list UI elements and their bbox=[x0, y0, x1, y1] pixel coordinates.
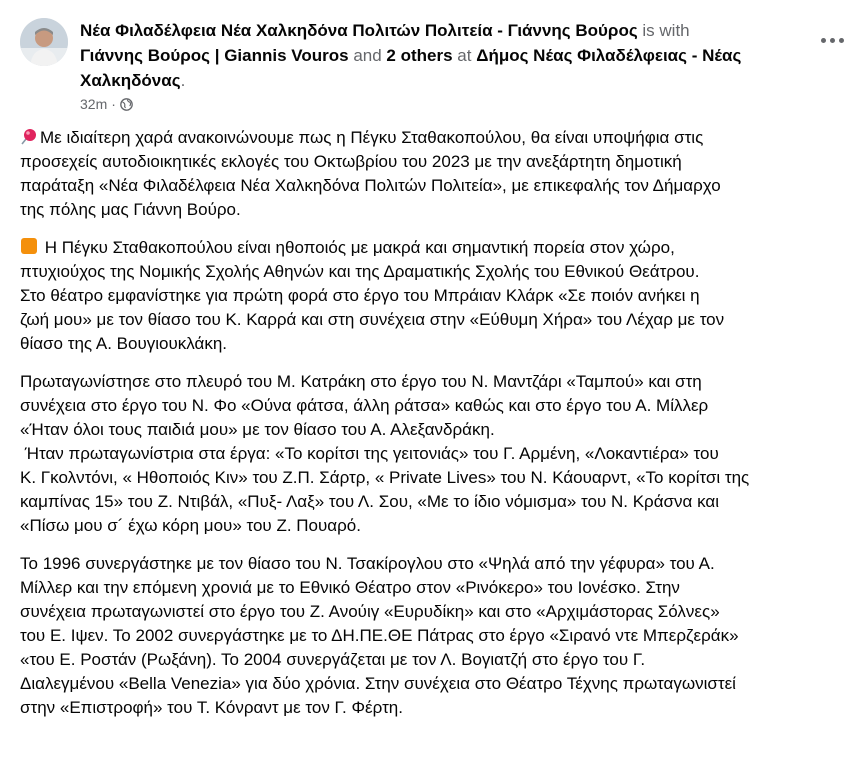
tagged-person-link[interactable]: Γιάννης Βούρος | Giannis Vouros bbox=[80, 46, 349, 65]
paragraph-3 bbox=[20, 370, 856, 538]
and-text: and bbox=[353, 46, 382, 65]
text-line: συνέχεια πρωταγωνιστεί στο έργο του Ζ. Ανούιγ «Ευρυδίκη» και στο «Αρχιμάστορας Σόλνες» bbox=[20, 602, 720, 621]
text-line: «του Ε. Ροστάν (Ρωξάνη). Το 2004 συνεργάζεται με τον Λ. Βογιατζή στο έργο του Γ. bbox=[20, 650, 646, 669]
location-link-part1[interactable]: Δήμος Νέας Φιλαδέλφειας - Νέας bbox=[476, 46, 742, 65]
round-pushpin-icon bbox=[20, 127, 38, 145]
text-line: θίασο της Α. Βουγιουκλάκη. bbox=[20, 334, 228, 353]
text-line: Ήταν πρωταγωνίστρια στα έργα: «Το κορίτσι της γειτονιάς» του Γ. Αρμένη, «Λοκαντιέρα» του bbox=[20, 444, 719, 463]
text-line: παράταξη «Νέα Φιλαδέλφεια Νέα Χαλκηδόνα Πολιτών Πολιτεία», με επικεφαλής τον Δήμαρχο bbox=[20, 176, 721, 195]
orange-square-icon bbox=[20, 237, 38, 255]
globe-icon[interactable] bbox=[120, 98, 133, 111]
paragraph-4 bbox=[20, 552, 856, 720]
more-options-icon bbox=[830, 38, 835, 43]
paragraph-2 bbox=[20, 236, 856, 356]
text-line: Το 1996 συνεργάστηκε με τον θίασο του Ν. Τσακίρογλου στο «Ψηλά από την γέφυρα» του Α. bbox=[20, 554, 715, 573]
post-timestamp[interactable]: 32m bbox=[80, 96, 108, 112]
text-line: Με ιδιαίτερη χαρά ανακοινώνουμε πως η Πέγκυ Σταθακοπούλου, θα είναι υποψήφια στις bbox=[20, 126, 856, 150]
text-line: ζωή μου» με τον θίασο του Κ. Καρρά και στη συνέχεια στην «Εύθυμη Χήρα» του Λέχαρ με τον bbox=[20, 310, 725, 329]
is-with-text: is with bbox=[642, 21, 690, 40]
text-line: της πόλης μας Γιάννη Βούρο. bbox=[20, 200, 241, 219]
text-line: Κ. Γκολντόνι, « Ηθοποιός Κιν» του Ζ.Π. Σάρτρ, « Private Lives» του Ν. Κάουαρντ, «Το κορίτσι της bbox=[20, 468, 750, 487]
text-line: «Πίσω μου σ´ έχω κόρη μου» του Ζ. Πουαρό. bbox=[20, 516, 361, 535]
text-line: Μίλλερ και την επόμενη χρονιά με το Εθνικό Θέατρο στον «Ρινόκερο» του Ιονέσκο. Στην bbox=[20, 578, 680, 597]
more-options-icon bbox=[839, 38, 844, 43]
text-line: συνέχεια στο έργο του Ν. Φο «Ούνα φάτσα, άλλη ράτσα» καθώς και στο έργο του Α. Μίλλερ bbox=[20, 396, 709, 415]
text-line: καμπίνας 15» του Ζ. Ντιβάλ, «Πυξ- Λαξ» του Λ. Σου, «Με το ίδιο νόμισμα» του Ν. Κράσνα και bbox=[20, 492, 719, 511]
page-name-link[interactable]: Νέα Φιλαδέλφεια Νέα Χαλκηδόνα Πολιτών Πολιτεία - Γιάννης Βούρος bbox=[80, 21, 638, 40]
paragraph-1 bbox=[20, 126, 856, 222]
at-text: at bbox=[457, 46, 472, 65]
post-header-text bbox=[80, 18, 820, 93]
text-line: προσεχείς αυτοδιοικητικές εκλογές του Οκτωβρίου του 2023 με την ανεξάρτητη δημοτική bbox=[20, 152, 682, 171]
text-line: Πρωταγωνίστησε στο πλευρό του Μ. Κατράκη στο έργο του Ν. Μαντζάρι «Ταμπού» και στη bbox=[20, 372, 702, 391]
more-options-icon bbox=[821, 38, 826, 43]
text-line: Η Πέγκυ Σταθακοπούλου είναι ηθοποιός με μακρά και σημαντική πορεία στον χώρο, bbox=[20, 236, 856, 260]
text-line: πτυχιούχος της Νομικής Σχολής Αθηνών και της Δραματικής Σχολής του Εθνικού Θεάτρου. bbox=[20, 262, 700, 281]
meta-separator: · bbox=[111, 96, 116, 112]
text-line: στην «Επιστροφή» του Τ. Κόνραντ με τον Γ. Φέρτη. bbox=[20, 698, 403, 717]
text-line: Στο θέατρο εμφανίστηκε για πρώτη φορά στο έργο του Μπράιαν Κλάρκ «Σε ποιόν ανήκει η bbox=[20, 286, 700, 305]
text-line: του Ε. Ιψεν. Το 2002 συνεργάστηκε με το ΔΗ.ΠΕ.ΘΕ Πάτρας στο έργο «Σιρανό ντε Μπερζεράκ» bbox=[20, 626, 739, 645]
location-link-part2[interactable]: Χαλκηδόνας bbox=[80, 71, 181, 90]
avatar-image bbox=[20, 18, 68, 66]
header-period: . bbox=[180, 71, 186, 90]
more-options-button[interactable] bbox=[814, 28, 850, 52]
post-meta bbox=[80, 96, 133, 112]
text-line: Διαλεγμένου «Bella Venezia» για δύο χρόνια. Στην συνέχεια στο Θέατρο Τέχνης πρωταγωνιστεί bbox=[20, 674, 736, 693]
text-line: «Ήταν όλοι τους παιδιά μου» με τον θίασο του Α. Αλεξανδράκη. bbox=[20, 420, 495, 439]
post-body bbox=[20, 126, 856, 734]
avatar[interactable] bbox=[20, 18, 68, 66]
others-link[interactable]: 2 others bbox=[386, 46, 453, 65]
